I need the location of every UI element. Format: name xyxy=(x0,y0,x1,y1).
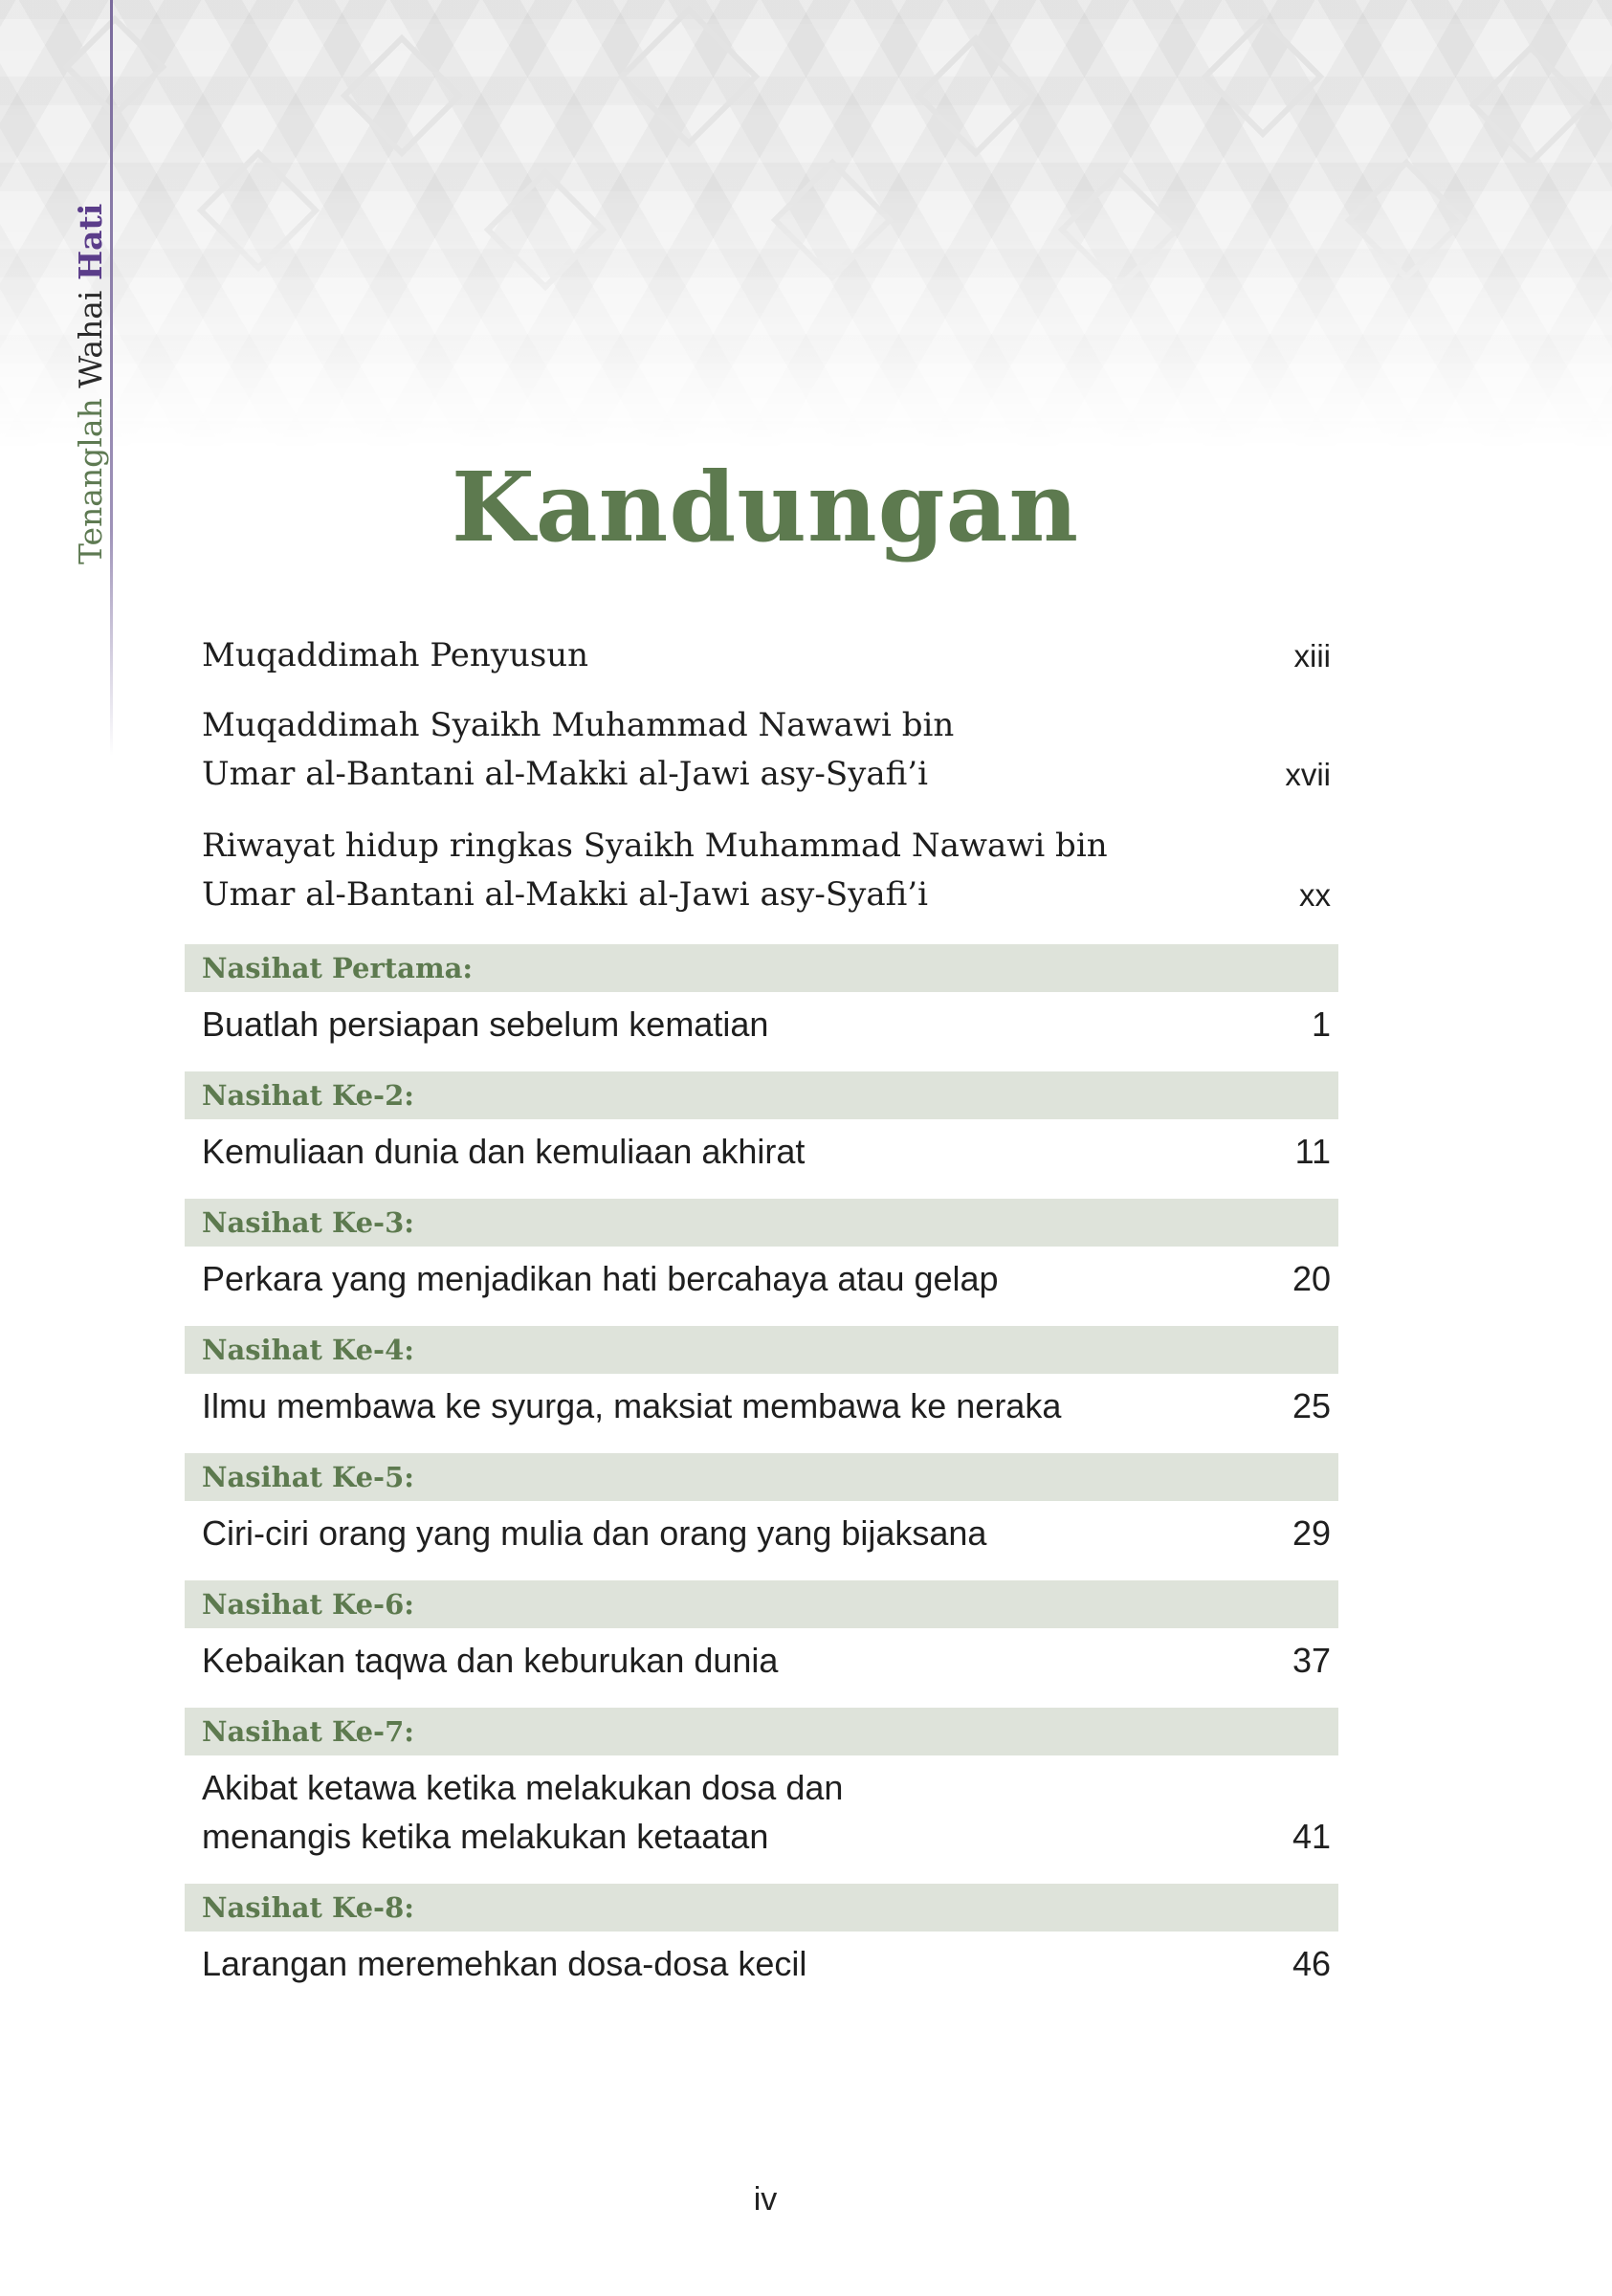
chapter-title-line: Perkara yang menjadikan hati bercahaya atau gelap xyxy=(202,1259,999,1298)
chapter-label: Nasihat Pertama: xyxy=(185,944,1338,992)
toc-front-item-line: Muqaddimah Syaikh Muhammad Nawawi bin xyxy=(202,706,955,744)
toc-front-item[interactable] xyxy=(185,701,1338,799)
toc-page-number: 1 xyxy=(1311,1004,1331,1044)
toc-front-item-line: Riwayat hidup ringkas Syaikh Muhammad Nawawi bin xyxy=(202,827,1108,865)
toc-front-item-line: Umar al-Bantani al-Makki al-Jawi asy-Syafi’i xyxy=(202,875,928,914)
chapter-title xyxy=(202,1381,1061,1430)
toc-page-number: 41 xyxy=(1292,1817,1331,1856)
chapter-title-line: Larangan meremehkan dosa-dosa kecil xyxy=(202,1944,807,1983)
page-title: Kandungan xyxy=(451,451,1080,563)
table-of-contents xyxy=(185,631,1338,2011)
chapter-title xyxy=(202,1254,999,1303)
running-header-word-3: Hati xyxy=(72,203,109,281)
toc-chapter-entry[interactable] xyxy=(185,1374,1338,1430)
toc-chapter-entry[interactable] xyxy=(185,1755,1338,1861)
geometric-background-pattern xyxy=(0,0,1612,450)
running-header-word-1: Tenanglah xyxy=(72,398,109,564)
toc-page-number: xiii xyxy=(1293,638,1331,673)
running-header-word-2: Wahai xyxy=(72,290,109,388)
toc-front-item-title xyxy=(202,701,954,799)
chapter-title-line: Akibat ketawa ketika melakukan dosa dan xyxy=(202,1768,844,1807)
chapter-title-line: Kebaikan taqwa dan keburukan dunia xyxy=(202,1641,779,1680)
toc-front-item-title xyxy=(202,631,588,680)
page-number: iv xyxy=(753,2181,778,2218)
chapter-title-line: Ciri-ciri orang yang mulia dan orang yang bijaksana xyxy=(202,1513,987,1553)
star-pattern-decoration xyxy=(0,0,1612,450)
chapter-label: Nasihat Ke-8: xyxy=(185,1884,1338,1932)
chapter-label: Nasihat Ke-5: xyxy=(185,1453,1338,1501)
toc-page-number: 20 xyxy=(1292,1259,1331,1298)
toc-page-number: 29 xyxy=(1292,1513,1331,1553)
toc-chapter-entry[interactable] xyxy=(185,1628,1338,1685)
toc-page-number: xvii xyxy=(1285,757,1331,792)
toc-page-number: xx xyxy=(1299,877,1331,913)
toc-front-item-line: Umar al-Bantani al-Makki al-Jawi asy-Syafi’i xyxy=(202,755,928,793)
chapter-label: Nasihat Ke-7: xyxy=(185,1708,1338,1755)
chapter-title xyxy=(202,1127,805,1176)
toc-page-number: 11 xyxy=(1294,1132,1331,1171)
chapter-label: Nasihat Ke-6: xyxy=(185,1580,1338,1628)
toc-chapter-entry[interactable] xyxy=(185,1247,1338,1303)
chapter-title xyxy=(202,1763,843,1861)
chapter-title-line: Ilmu membawa ke syurga, maksiat membawa ke neraka xyxy=(202,1386,1062,1425)
toc-front-item-line: Muqaddimah Penyusun xyxy=(202,636,589,674)
toc-chapter-entry[interactable] xyxy=(185,992,1338,1049)
toc-page-number: 46 xyxy=(1292,1944,1331,1983)
toc-page-number: 37 xyxy=(1292,1641,1331,1680)
toc-chapter-entry[interactable] xyxy=(185,1932,1338,1988)
chapter-label: Nasihat Ke-2: xyxy=(185,1071,1338,1119)
chapter-label: Nasihat Ke-3: xyxy=(185,1199,1338,1247)
chapter-title xyxy=(202,1000,768,1049)
chapter-label: Nasihat Ke-4: xyxy=(185,1326,1338,1374)
toc-front-item[interactable] xyxy=(185,822,1338,919)
toc-front-item-title xyxy=(202,822,1108,919)
toc-chapter-entry[interactable] xyxy=(185,1119,1338,1176)
chapter-title-line: Kemuliaan dunia dan kemuliaan akhirat xyxy=(202,1132,806,1171)
toc-front-item[interactable] xyxy=(185,631,1338,680)
chapter-title xyxy=(202,1939,806,1988)
chapter-title xyxy=(202,1636,778,1685)
chapter-title xyxy=(202,1509,986,1557)
toc-chapter-entry[interactable] xyxy=(185,1501,1338,1557)
chapter-title-line: menangis ketika melakukan ketaatan xyxy=(202,1817,769,1856)
toc-page-number: 25 xyxy=(1292,1386,1331,1425)
side-divider-rule xyxy=(110,0,113,756)
chapter-title-line: Buatlah persiapan sebelum kematian xyxy=(202,1004,769,1044)
